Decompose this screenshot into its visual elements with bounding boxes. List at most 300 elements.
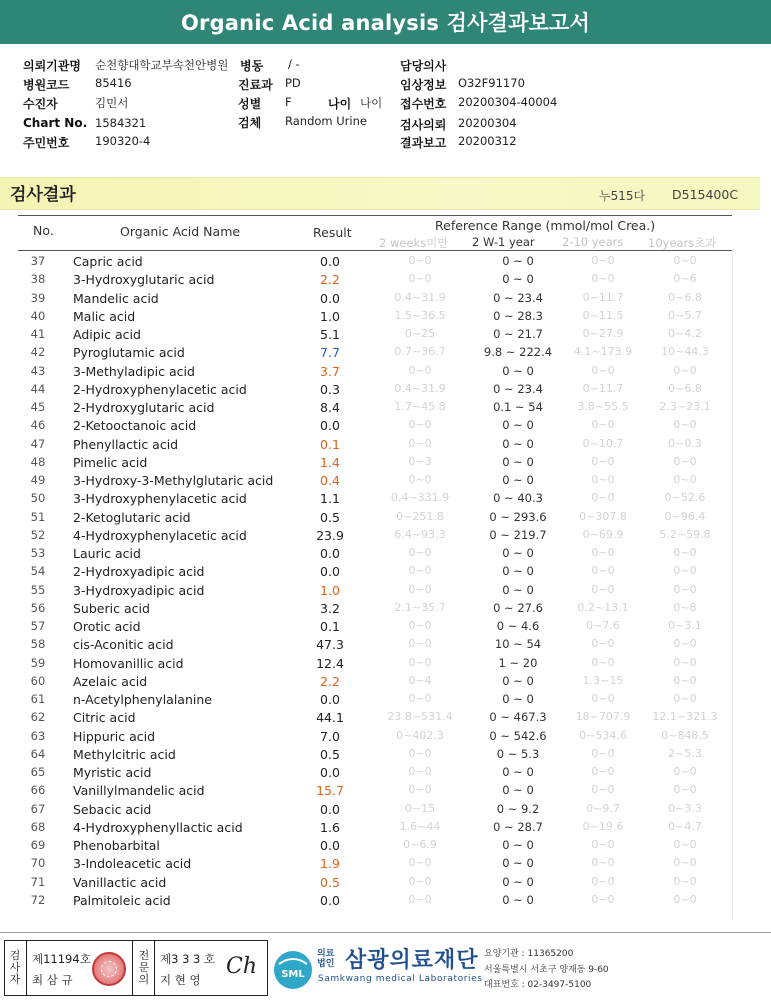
ref-over-10y: 0~0 [673,856,697,870]
ref-under-2-weeks: 0~0 [408,637,432,651]
result-value: 7.0 [320,728,340,744]
result-value: 2.2 [320,673,340,689]
ref-under-2-weeks: 6.4~93.3 [394,527,446,541]
results-code-korean: 누515다 [599,189,646,203]
row-number: 71 [30,874,46,889]
row-number: 48 [30,454,46,469]
stamp-divider-1 [26,940,27,996]
table-row [0,489,740,507]
ref-2w-1y: 0 ~ 0 [502,582,534,597]
table-row [0,398,740,416]
table-row [0,836,740,854]
table-row [0,343,740,361]
ref-under-2-weeks: 0~0 [408,874,432,888]
report-title: Organic Acid analysis 검사결과보고서 [0,0,771,44]
acid-name: Homovanillic acid [73,655,184,671]
acid-name: Sebacic acid [73,801,152,817]
ref-under-2-weeks: 0.4~331.9 [390,491,450,505]
ref-over-10y: 0~0 [673,473,697,486]
acid-name: cis-Aconitic acid [73,637,174,653]
acid-name: 4-Hydroxyphenyllactic acid [73,819,243,835]
ref-under-2-weeks: 0.7~36.7 [394,345,446,359]
report-date-label: 결과보고 [400,136,447,150]
acid-name: Azelaic acid [73,673,148,689]
ref-2-10y: 0~0 [591,272,615,286]
acid-name: Suberic acid [73,600,150,616]
ref-2-10y: 0~0 [591,692,615,705]
ref-under-2-weeks: 0~0 [408,746,432,760]
ref-2-10y: 0~0 [591,564,615,578]
ref-under-2-weeks: 0~0 [408,619,432,632]
tester-label: 검사자 [9,949,21,986]
row-number: 63 [30,728,46,743]
acid-name: 3-Hydroxy-3-Methylglutaric acid [73,473,274,488]
ward-label: 병동 [240,59,264,73]
result-value: 2.2 [320,272,340,288]
ward-value: / - [288,57,300,71]
ref-over-10y: 0~0 [673,564,697,578]
ref-2-10y: 0~534.6 [579,728,627,742]
col-ref-under2w: 2 weeks미만 [379,236,449,250]
ref-2-10y: 0~0 [591,874,615,888]
ref-2w-1y: 0 ~ 293.6 [489,509,547,524]
hospital-value: 순천향대학교부속천안병원 [95,58,229,72]
result-value: 1.1 [320,491,340,507]
result-value: 1.0 [320,308,340,324]
table-row [0,252,740,270]
ref-under-2-weeks: 0~0 [408,783,432,797]
row-number: 67 [30,801,46,816]
ref-2-10y: 0~307.8 [579,509,627,523]
table-row [0,289,740,307]
result-value: 0.0 [320,254,340,269]
ref-2-10y: 4.1~173.9 [573,345,633,359]
acid-name: Pimelic acid [73,454,148,470]
id-value: 190320-4 [95,134,151,148]
result-value: 0.0 [320,546,340,561]
ref-under-2-weeks: 2.1~35.7 [394,600,446,614]
result-value: 0.3 [320,381,340,397]
result-value: 5.1 [320,327,340,342]
acid-name: 2-Hydroxyadipic acid [73,564,205,580]
ref-2w-1y: 0 ~ 0 [502,436,534,451]
acid-name: Orotic acid [73,619,141,634]
table-row [0,635,740,653]
patient-value: 김민서 [95,96,129,110]
ref-2-10y: 0~27.9 [582,327,624,340]
result-value: 0.1 [320,436,340,452]
hospital-label: 의뢰기관명 [23,59,81,73]
acid-name: n-Acetylphenylalanine [73,692,212,707]
chart-value: 1584321 [95,116,147,130]
ref-under-2-weeks: 0~3 [408,454,432,468]
ref-2-10y: 0~0 [591,655,615,669]
acid-name: Capric acid [73,254,143,269]
acid-name: Palmitoleic acid [73,892,171,908]
ref-2w-1y: 0 ~ 0 [502,272,534,287]
ref-over-10y: 0~3.3 [668,801,702,815]
table-row [0,325,740,343]
ref-under-2-weeks: 0~6.9 [403,838,437,851]
result-value: 0.4 [320,473,340,488]
result-value: 8.4 [320,400,340,415]
acid-name: Vanillactic acid [73,874,167,890]
row-number: 66 [30,783,46,798]
ref-over-10y: 0~0 [673,363,697,377]
col-no: No. [33,223,54,238]
table-row [0,562,740,580]
signature: Ch [226,954,258,979]
acid-name: Citric acid [73,710,136,726]
result-value: 0.0 [320,418,340,434]
ref-2-10y: 0~0 [591,254,615,267]
ref-2w-1y: 0 ~ 27.6 [493,600,543,615]
ref-over-10y: 0~0 [673,838,697,851]
ref-under-2-weeks: 1.6~44 [399,819,441,833]
ref-2w-1y: 0 ~ 0 [502,363,534,378]
table-row [0,690,740,708]
result-value: 15.7 [316,783,344,799]
ref-2w-1y: 0 ~ 0 [502,892,534,907]
chart-label: Chart No. [23,116,88,130]
ref-over-10y: 5.2~59.8 [659,527,711,541]
ref-under-2-weeks: 0~4 [408,673,432,687]
ref-over-10y: 0~0 [673,637,697,651]
ref-2-10y: 0~69.9 [582,527,624,541]
ref-2-10y: 0~0 [591,765,615,778]
col-ref-2-10y: 2-10 years [562,235,624,249]
ref-under-2-weeks: 1.5~36.5 [394,308,446,322]
result-value: 3.7 [320,363,340,379]
table-row [0,672,740,690]
result-value: 1.6 [320,819,340,835]
ref-2-10y: 0~9.7 [586,801,620,815]
row-number: 54 [30,564,46,579]
ref-over-10y: 10~44.3 [661,345,709,359]
footer-divider [0,932,771,933]
table-row [0,854,740,872]
row-number: 55 [30,582,46,597]
institution-en: Samkwang medical Laboratories [318,974,483,984]
ref-under-2-weeks: 0~0 [408,254,432,267]
row-number: 62 [30,710,46,725]
row-number: 47 [30,436,46,451]
ref-2w-1y: 0 ~ 0 [502,856,534,871]
acid-name: Vanillylmandelic acid [73,783,205,799]
ref-2w-1y: 0 ~ 4.6 [496,619,540,633]
result-value: 0.0 [320,765,340,780]
ref-2-10y: 0~11.5 [582,308,624,322]
row-number: 65 [30,765,46,779]
ref-2w-1y: 0 ~ 0 [502,838,534,852]
ref-2w-1y: 1 ~ 20 [498,655,538,670]
result-value: 3.2 [320,600,340,616]
table-row [0,708,740,726]
tester-reg: 제11194호 [32,952,91,966]
acid-name: Adipic acid [73,327,141,342]
result-value: 44.1 [316,710,344,726]
ref-under-2-weeks: 0~0 [408,692,432,705]
specialist-label: 전문의 [138,949,150,986]
ref-2w-1y: 0 ~ 28.3 [493,308,543,323]
ref-2w-1y: 0 ~ 0 [502,473,534,487]
table-row [0,781,740,799]
ref-over-10y: 0~0 [673,692,697,705]
sex-label: 성별 [238,97,262,111]
ref-under-2-weeks: 0~251.8 [396,509,444,523]
row-number: 49 [30,473,46,487]
ref-2w-1y: 0 ~ 23.4 [493,290,543,305]
table-row [0,763,740,781]
ref-over-10y: 0~0 [673,874,697,888]
ref-2w-1y: 0 ~ 0 [502,254,534,268]
ref-2-10y: 0.2~13.1 [577,600,629,614]
table-row [0,416,740,434]
ref-2-10y: 0~0 [591,546,615,559]
result-value: 0.0 [320,692,340,707]
ref-2w-1y: 0 ~ 21.7 [493,327,543,341]
ref-under-2-weeks: 23.8~531.4 [387,710,453,724]
ref-under-2-weeks: 0~0 [408,765,432,778]
result-value: 0.1 [320,619,340,634]
acid-name: 3-Indoleacetic acid [73,856,192,872]
row-number: 57 [30,619,46,633]
table-row [0,270,740,288]
institution-type: 의료법인 [317,949,335,969]
ref-over-10y: 0~0 [673,765,697,778]
specialist-name: 지 현 영 [160,973,201,987]
ref-over-10y: 0~848.5 [661,728,709,742]
code-label: 병원코드 [23,78,70,92]
table-row [0,435,740,453]
result-value: 0.0 [320,564,340,580]
result-value: 1.4 [320,454,340,470]
ref-over-10y: 0~8 [673,600,697,614]
row-number: 61 [30,692,46,706]
stamp-divider-2 [132,940,133,996]
ref-2w-1y: 0 ~ 0 [502,418,534,433]
row-number: 42 [30,345,46,360]
ref-2w-1y: 0 ~ 5.3 [496,746,540,761]
ref-2-10y: 0~0 [591,856,615,870]
col-ref-2w-1y: 2 W-1 year [472,235,535,249]
ref-under-2-weeks: 0~402.3 [396,728,444,742]
row-number: 60 [30,673,46,688]
ref-under-2-weeks: 0~0 [408,272,432,286]
ref-over-10y: 0~0 [673,454,697,468]
row-number: 44 [30,381,46,396]
ref-under-2-weeks: 0~0 [408,564,432,578]
table-row [0,471,740,489]
ref-under-2-weeks: 0.4~31.9 [394,381,446,395]
request-label: 검사의뢰 [400,118,447,132]
result-value: 23.9 [316,527,344,543]
ref-under-2-weeks: 0~0 [408,582,432,596]
acid-name: Phenobarbital [73,838,160,853]
ref-over-10y: 0~52.6 [664,491,706,505]
ref-over-10y: 2.3~23.1 [659,400,711,413]
ref-2-10y: 0~11.7 [582,381,624,395]
row-number: 43 [30,363,46,378]
ref-under-2-weeks: 0.4~31.9 [394,290,446,304]
ref-2w-1y: 0 ~ 0 [502,765,534,779]
ref-2-10y: 0~0 [591,892,615,906]
ref-2w-1y: 0 ~ 0 [502,874,534,889]
receipt-label: 접수번호 [400,97,447,111]
report-date-value: 20200312 [458,134,517,148]
col-ref-title: Reference Range (mmol/mol Crea.) [435,218,656,233]
row-number: 58 [30,637,46,652]
row-number: 56 [30,600,46,615]
result-value: 47.3 [316,637,344,653]
acid-name: 2-Ketooctanoic acid [73,418,197,434]
sex-value: F [285,95,292,109]
ref-2-10y: 0~7.6 [586,619,620,632]
id-label: 주민번호 [23,136,70,150]
acid-name: Malic acid [73,308,136,324]
table-row [0,508,740,526]
ref-under-2-weeks: 1.7~45.8 [394,400,446,413]
row-number: 37 [30,254,46,268]
table-row [0,745,740,763]
result-value: 0.5 [320,746,340,762]
table-row [0,617,740,635]
ref-2w-1y: 9.8 ~ 222.4 [483,345,553,360]
table-row [0,818,740,836]
sml-logo-icon [273,950,313,990]
results-code: D515400C [672,187,739,202]
result-value: 0.0 [320,290,340,306]
table-top-rule [18,215,732,216]
ref-over-10y: 0~4.2 [668,327,702,340]
results-band [0,177,760,210]
ref-over-10y: 0~6.8 [668,290,702,304]
ref-2w-1y: 10 ~ 54 [494,637,542,652]
ref-2w-1y: 0.1 ~ 54 [493,400,543,414]
row-number: 38 [30,272,46,287]
result-value: 1.9 [320,856,340,872]
result-value: 0.5 [320,509,340,525]
ref-over-10y: 0~0.3 [668,436,702,450]
acid-name: 3-Hydroxyglutaric acid [73,272,215,288]
row-number: 72 [30,892,46,907]
specimen-value: Random Urine [285,114,367,128]
ref-under-2-weeks: 0~0 [408,546,432,559]
ref-over-10y: 0~4.7 [668,819,702,833]
ref-under-2-weeks: 0~0 [408,436,432,450]
results-title: 검사결과 [10,185,76,205]
acid-name: Phenyllactic acid [73,436,179,452]
request-value: 20200304 [458,116,517,130]
acid-name: Hippuric acid [73,728,156,744]
ref-2-10y: 0~0 [591,491,615,505]
ref-over-10y: 0~0 [673,254,697,267]
table-row [0,526,740,544]
code-value: 85416 [95,76,132,90]
acid-name: 4-Hydroxyphenylacetic acid [73,527,247,543]
acid-name: Pyroglutamic acid [73,345,185,361]
dept-label: 진료과 [238,78,273,92]
row-number: 53 [30,546,46,560]
ref-2-10y: 0~11.7 [582,290,624,304]
age-value: 나이 [360,96,383,110]
clinical-label: 임상정보 [400,78,447,92]
ref-2w-1y: 0 ~ 0 [502,673,534,688]
acid-name: Myristic acid [73,765,152,780]
row-number: 59 [30,655,46,670]
table-row [0,581,740,599]
ref-over-10y: 2~5.3 [668,746,702,760]
table-row [0,544,740,562]
acid-name: 3-Methyladipic acid [73,363,195,379]
table-row [0,891,740,909]
tester-name: 최 삼 규 [32,973,73,987]
care-number: 요양기관 : 11365200 [484,949,574,959]
ref-over-10y: 0~3.1 [668,619,702,632]
row-number: 70 [30,856,46,871]
acid-name: Methylcitric acid [73,746,176,762]
ref-over-10y: 0~0 [673,655,697,669]
table-row [0,873,740,891]
row-number: 40 [30,308,46,323]
row-number: 64 [30,746,46,761]
ref-2-10y: 0~0 [591,418,615,432]
table-row [0,380,740,398]
clinical-value: O32F91170 [458,76,525,90]
stamp-divider-3 [154,940,155,996]
ref-2w-1y: 0 ~ 467.3 [489,710,547,725]
ref-2-10y: 18~707.9 [575,710,631,724]
result-value: 0.5 [320,874,340,890]
ref-2w-1y: 0 ~ 40.3 [493,491,543,506]
ref-2w-1y: 0 ~ 0 [502,546,534,560]
ref-over-10y: 0~6.8 [668,381,702,395]
table-row [0,800,740,818]
row-number: 46 [30,418,46,433]
ref-over-10y: 0~0 [673,582,697,596]
ref-under-2-weeks: 0~25 [404,327,436,340]
specimen-label: 검체 [238,116,262,130]
ref-2-10y: 0~0 [591,637,615,651]
acid-name: 3-Hydroxyphenylacetic acid [73,491,247,507]
acid-name: 2-Hydroxyphenylacetic acid [73,381,247,397]
receipt-value: 20200304-40004 [458,95,558,109]
ref-2w-1y: 0 ~ 0 [502,564,534,579]
col-ref-over10y: 10years초과 [648,236,717,250]
ref-2-10y: 0~0 [591,363,615,377]
col-name: Organic Acid Name [120,224,241,239]
ref-2-10y: 3.8~55.5 [577,400,629,413]
ref-under-2-weeks: 0~0 [408,473,432,486]
ref-2w-1y: 0 ~ 28.7 [493,819,543,834]
table-row [0,599,740,617]
ref-2-10y: 0~19.6 [582,819,624,833]
seal-stamp [92,952,126,986]
ref-2w-1y: 0 ~ 542.6 [489,728,547,743]
ref-under-2-weeks: 0~0 [408,856,432,870]
ref-over-10y: 0~5.7 [668,308,702,322]
ref-over-10y: 12.1~321.3 [652,710,718,724]
logo-text: SML [281,969,305,980]
row-number: 50 [30,491,46,506]
ref-over-10y: 0~0 [673,892,697,906]
acid-name: Lauric acid [73,546,141,561]
ref-under-2-weeks: 0~0 [408,655,432,669]
patient-label: 수진자 [23,97,58,111]
row-number: 51 [30,509,46,524]
ref-2-10y: 0~0 [591,582,615,596]
acid-name: 3-Hydroxyadipic acid [73,582,205,598]
